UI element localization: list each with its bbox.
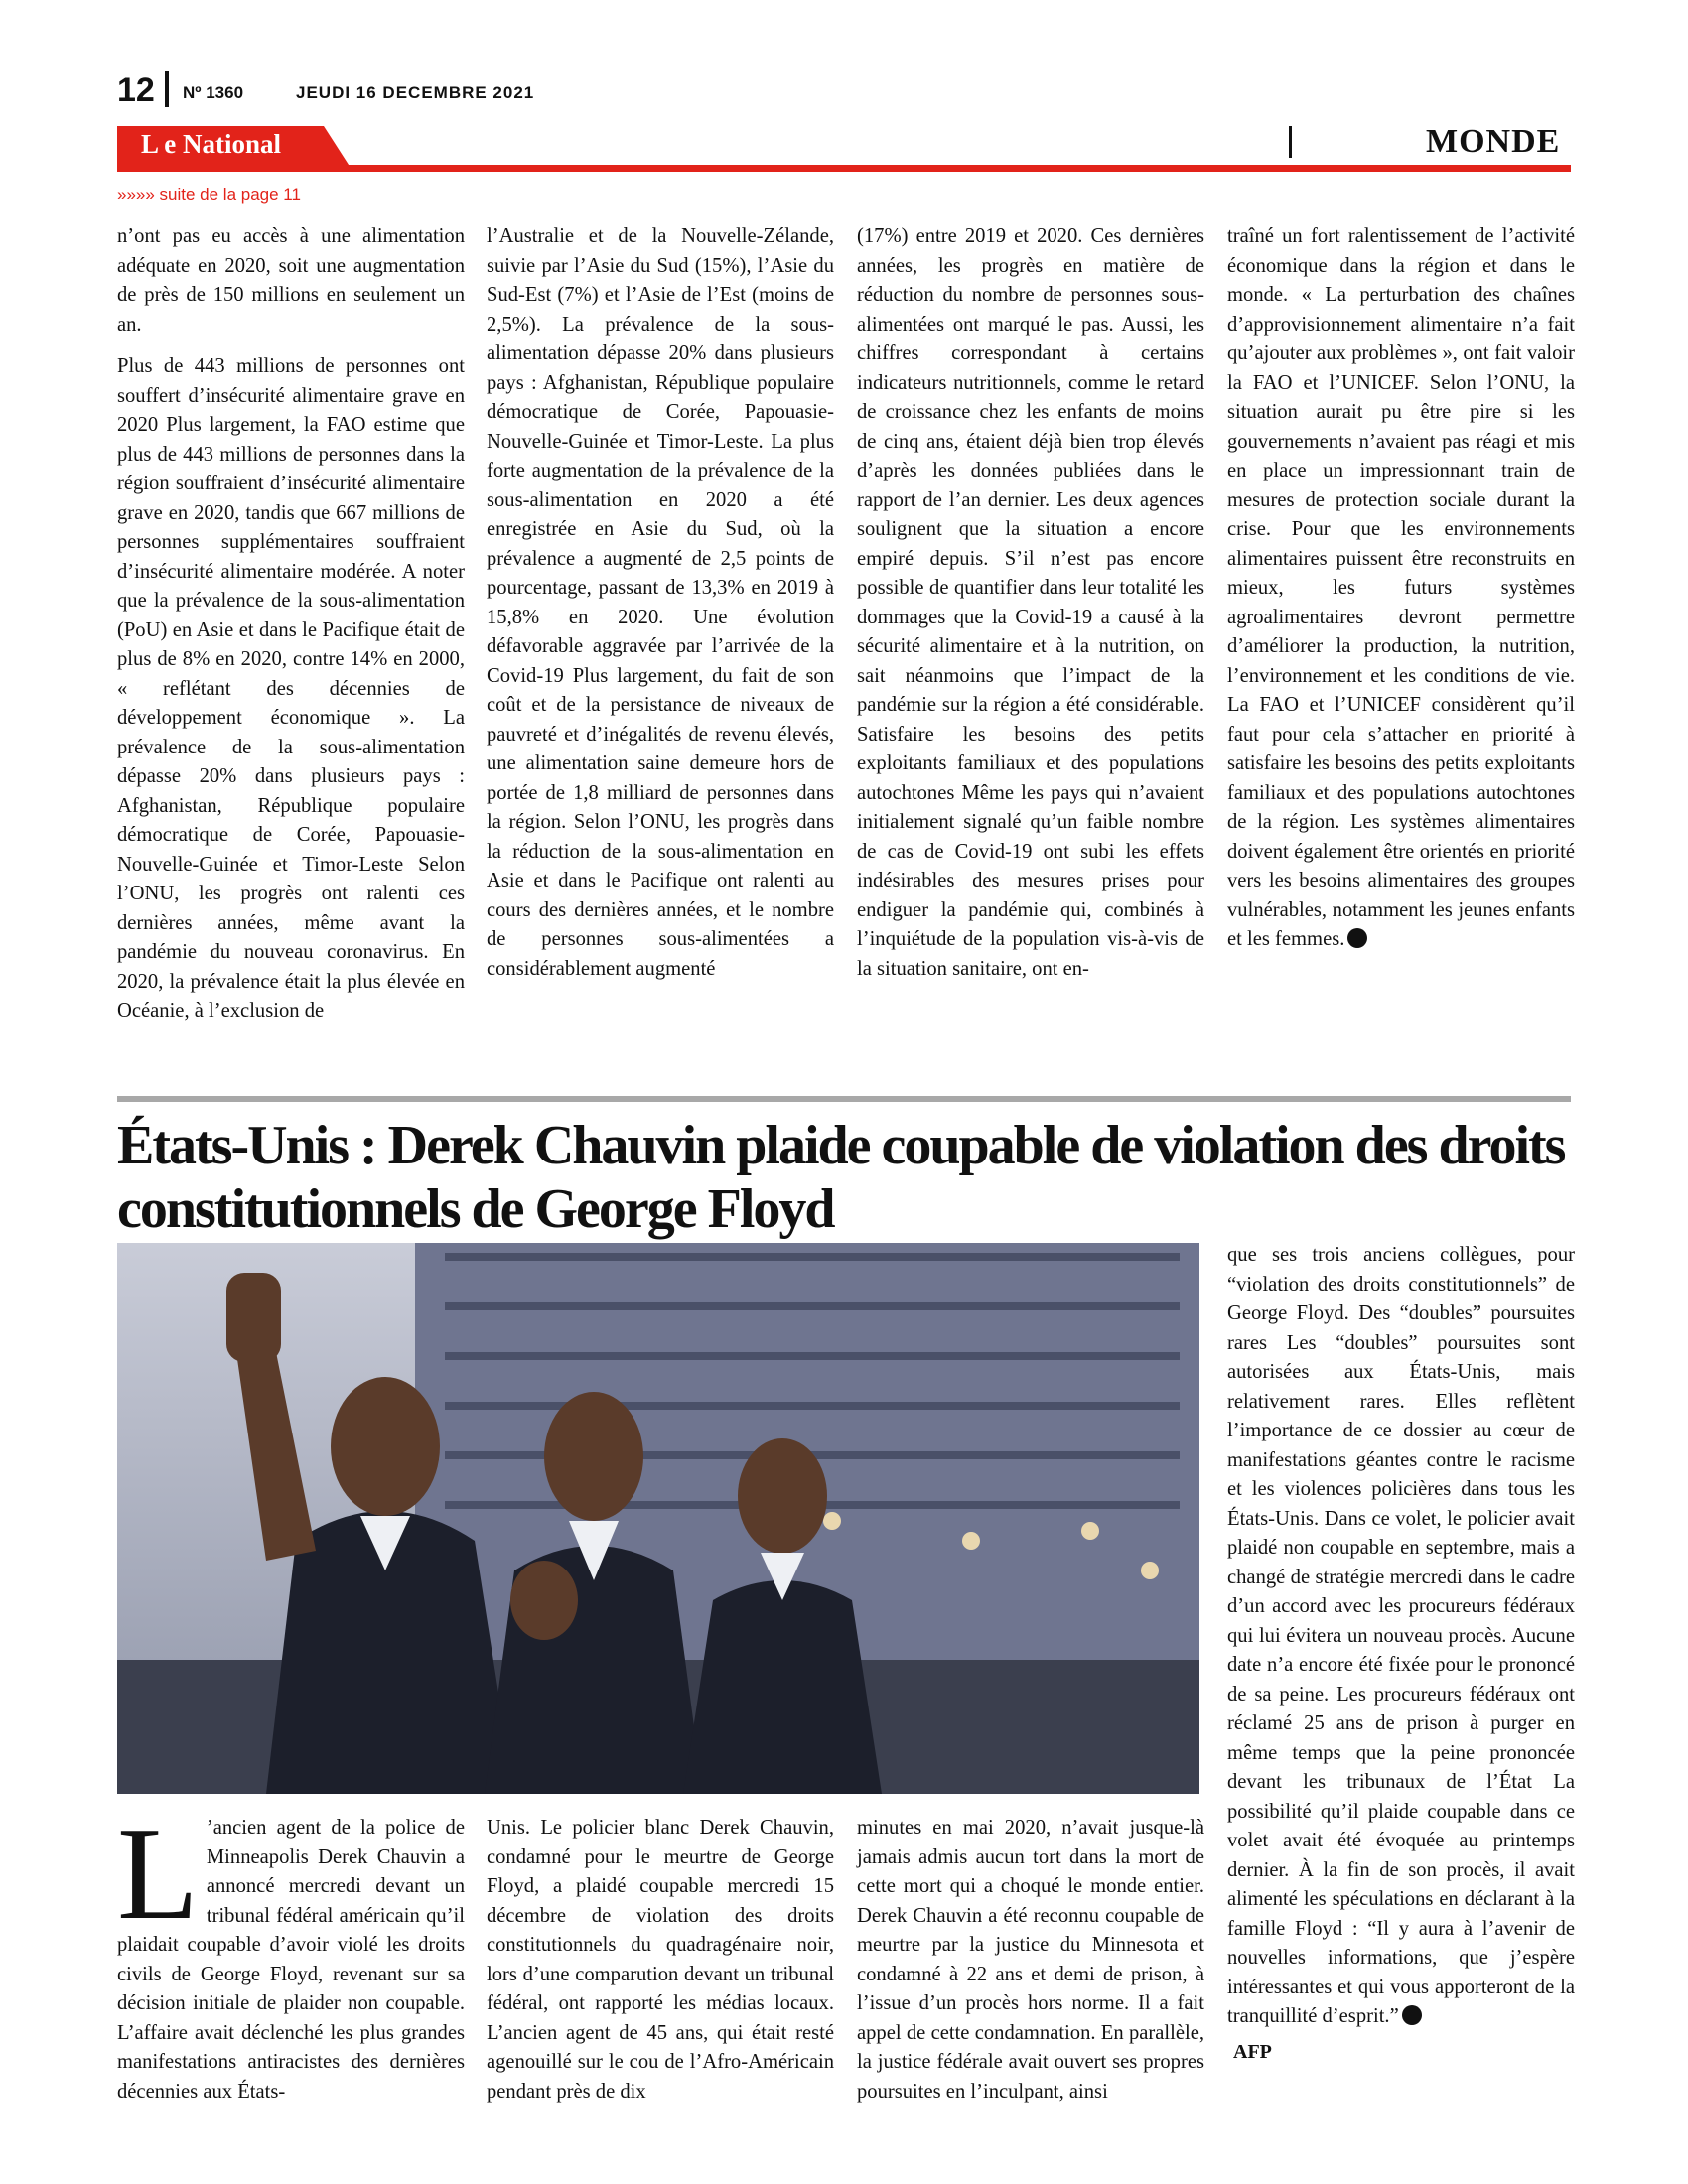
page-number: 12 xyxy=(117,71,155,109)
article1-column-1 xyxy=(117,222,465,1039)
paragraph xyxy=(1227,1241,1575,2032)
article2-column-2 xyxy=(487,1814,834,2119)
end-mark-icon xyxy=(1347,928,1367,948)
paragraph-text: traîné un fort ralentissement de l’activité économique dans la région et dans le monde. « La perturbation des chaînes d’approvisionnement alimentaire n’a fait qu’ajouter aux problèmes », ont fait valoir la FAO et l’UNICEF. Selon l’ONU, la situation aurait pu être pire si les gouvernements n’avaient pas réagi et mis en place un impressionnant train de mesures de protection sociale durant la crise. Pour que les environnements alimentaires puissent être reconstruits en mieux, les futurs systèmes agroalimentaires devront permettre d’améliorer la production, la nutrition, l’environnement et les conditions de vie. La FAO et l’UNICEF considèrent qu’il faut pour cela s’attacher en priorité à satisfaire les besoins des petits exploitants familiaux et des populations autochtones de la région. Les systèmes alimentaires doivent également être orientés en priorité vers les besoins alimentaires des groupes vulnérables, notamment les jeunes enfants et les femmes. xyxy=(1227,225,1575,950)
article1-column-3 xyxy=(857,222,1204,997)
paragraph: (17%) entre 2019 et 2020. Ces dernières années, les progrès en matière de réduction du nombre de personnes sous-alimentées ont marqué le pas. Aussi, les chiffres correspondant à certains indicateurs nutritionnels, comme le retard de croissance chez les enfants de moins de cinq ans, étaient déjà bien trop élevés d’après les données publiées dans le rapport de l’an dernier. Les deux agences soulignent que la situation a encore empiré depuis. S’il n’est pas encore possible de quantifier dans leur totalité les dommages que la Covid-19 a causé à la sécurité alimentaire et à la nutrition, on sait néanmoins que l’impact de la pandémie sur la région a été considérable. Satisfaire les besoins des petits exploitants familiaux et des populations autochtones Même les pays qui n’avaient initialement signalé qu’un faible nombre de cas de Covid-19 ont subi les effets indésirables des mesures prises pour endiguer la pandémie qui, combinés à l’inquiétude de la population vis-à-vis de la situation sanitaire, ont en- xyxy=(857,225,1204,980)
paragraph-text: que ses trois anciens collègues, pour “violation des droits constitutionnels” de George Floyd. Des “doubles” poursuites rares Les “doubles” poursuites sont autorisées aux États-Unis, mais relativement rares. Elles reflètent l’importance de ce dossier au cœur de manifestations géantes contre le racisme et les violences policières dans tous les États-Unis. Dans ce volet, le policier avait plaidé non coupable en septembre, mais a changé de stratégie mercredi dans le cadre d’un accord avec les procureurs fédéraux qui lui évitera un nouveau procès. Aucune date n’a encore été fixée pour le prononcé de sa peine. Les procureurs fédéraux ont réclamé 25 ans de prison à purger en même temps que la peine prononcée devant les tribunaux de l’État La possibilité qu’il plaide coupable dans ce volet avait été évoquée au printemps dernier. À la fin de son procès, il avait alimenté les spéculations en déclarant à la famille Floyd : “Il y aura à l’avenir de nouvelles informations, que j’espère intéressantes et qui vous apporteront de la tranquillité d’esprit.” xyxy=(1227,1244,1575,2027)
article1-column-2 xyxy=(487,222,834,997)
header-divider xyxy=(165,71,169,107)
issue-number: Nº 1360 xyxy=(183,83,244,102)
byline-credit: AFP xyxy=(1233,2041,1272,2063)
section-title: MONDE xyxy=(1426,123,1561,160)
paragraph: n’ont pas eu accès à une alimentation adéquate en 2020, soit une augmentation de près de 150 millions en seulement un an. xyxy=(117,225,465,336)
section-divider xyxy=(1289,126,1292,158)
end-mark-icon xyxy=(1402,2005,1422,2025)
article1-column-4 xyxy=(1227,222,1575,968)
headline: États-Unis : Derek Chauvin plaide coupable de violation des droits constitutionnels de George Floyd xyxy=(117,1115,1565,1240)
paragraph: minutes en mai 2020, n’avait jusque-là jamais admis aucun tort dans la mort de cette mort qui a choqué le monde entier. Derek Chauvin a été reconnu coupable de meurtre par la justice du Minnesota et condamné à 22 ans et demi de prison, à l’issue d’un procès hors norme. Il a fait appel de cette condamnation. En parallèle, la justice fédérale avait ouvert ses propres poursuites en l’inculpant, ainsi xyxy=(857,1817,1204,2103)
paragraph xyxy=(117,1800,465,2107)
paragraph: Unis. Le policier blanc Derek Chauvin, condamné pour le meurtre de George Floyd, a plaidé coupable mercredi 15 décembre de violation des droits constitutionnels du quadragénaire noir, lors d’une comparution devant un tribunal fédéral, ont rapporté les médias locaux. L’ancien agent de 45 ans, qui était resté agenouillé sur le cou de l’Afro-Américain pendant près de dix xyxy=(487,1817,834,2103)
header-rule xyxy=(117,165,1571,172)
paragraph: Plus de 443 millions de personnes ont souffert d’insécurité alimentaire grave en 2020 Plus largement, la FAO estime que plus de 443 millions de personnes dans la région souffraient d’insécurité alimentaire grave en 2020, tandis que 667 millions de personnes supplémentaires souffraient d’insécurité alimentaire modérée. A noter que la prévalence de la sous-alimentation (PoU) en Asie et dans le Pacifique était de plus de 8% en 2020, contre 14% en 2000, « reflétant des décennies de développement économique ». La prévalence de la sous-alimentation dépasse 20% dans plusieurs pays : Afghanistan, République populaire démocratique de Corée, Papouasie-Nouvelle-Guinée et Timor-Leste Selon l’ONU, les progrès ont ralenti ces dernières années, même avant la pandémie du nouveau coronavirus. En 2020, la prévalence était la plus élevée en Océanie, à l’exclusion de xyxy=(117,355,465,1022)
news-photo xyxy=(117,1243,1199,1794)
brand-name: L e National xyxy=(141,129,282,159)
article2-column-1 xyxy=(117,1800,465,2119)
issue-date: JEUDI 16 DECEMBRE 2021 xyxy=(296,83,535,102)
paragraph: l’Australie et de la Nouvelle-Zélande, suivie par l’Asie du Sud (15%), l’Asie du Sud-Est (7%) et l’Asie de l’Est (moins de 2,5%). La prévalence de la sous-alimentation dépasse 20% dans plusieurs pays : Afghanistan, République populaire démocratique de Corée, Papouasie-Nouvelle-Guinée et Timor-Leste. La plus forte augmentation de la prévalence de la sous-alimentation en 2020 a été enregistrée en Asie du Sud, où la prévalence a augmenté de 2,5 points de pourcentage, passant de 13,3% en 2019 à 15,8% en 2020. Une évolution défavorable aggravée par l’arrivée de la Covid-19 Plus largement, du fait de son coût et de la persistance de niveaux de pauvreté et d’inégalités de revenu élevés, une alimentation saine demeure hors de portée de 1,8 milliard de personnes dans la région. Selon l’ONU, les progrès dans la réduction de la sous-alimentation en Asie et dans le Pacifique ont ralenti au cours des dernières années, et le nombre de personnes sous-alimentées a considérablement augmenté xyxy=(487,225,834,980)
paragraph xyxy=(1227,222,1575,955)
article2-column-3 xyxy=(857,1814,1204,2119)
article2-column-4 xyxy=(1227,1241,1575,2045)
paragraph-text: ’ancien agent de la police de Minneapolis Derek Chauvin a annoncé mercredi devant un tribunal fédéral américain qu’il plaidait coupable d’avoir violé les droits civils de George Floyd, revenant sur sa décision initiale de plaider non coupable. L’affaire avait déclenché les plus grandes manifestations antiracistes des dernières décennies aux États- xyxy=(117,1817,465,2103)
article-separator xyxy=(117,1096,1571,1102)
drop-cap: L xyxy=(117,1800,199,1947)
continuation-note: »»»» suite de la page 11 xyxy=(117,185,301,204)
